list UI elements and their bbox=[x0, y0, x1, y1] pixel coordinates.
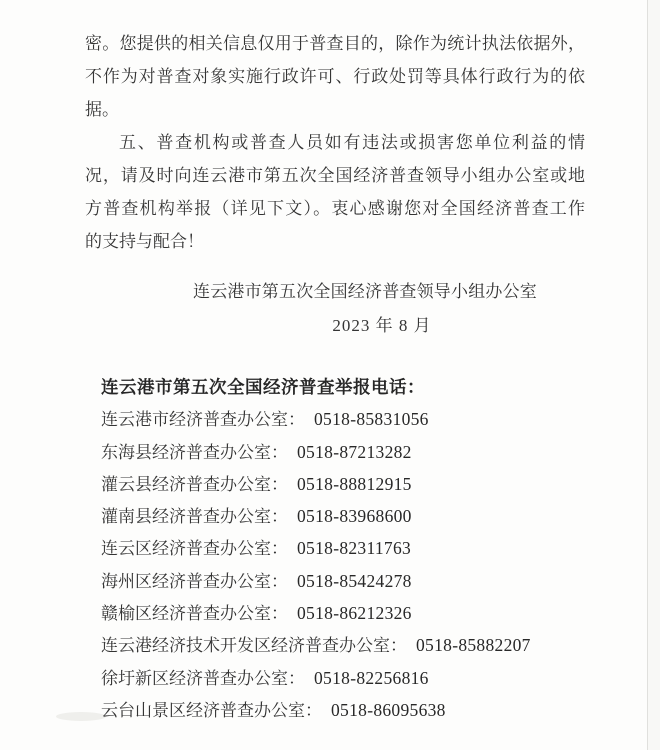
hotline-row bbox=[101, 436, 531, 468]
scan-smudge bbox=[56, 712, 106, 721]
paragraph-line: 方普查机构举报（详见下文）。衷心感谢您对全国经济普查工作 bbox=[85, 199, 585, 218]
hotline-phone: 0518-87213282 bbox=[297, 441, 412, 462]
hotline-office: 东海县经济普查办公室： bbox=[101, 442, 288, 462]
hotline-office: 连云港经济技术开发区经济普查办公室： bbox=[101, 636, 407, 656]
paragraph-line: 况，请及时向连云港市第五次全国经济普查领导小组办公室或地 bbox=[85, 166, 585, 185]
hotline-office: 灌云县经济普查办公室： bbox=[101, 474, 288, 494]
body-text bbox=[85, 27, 585, 258]
hotline-list bbox=[101, 371, 531, 726]
hotline-office: 连云区经济普查办公室： bbox=[101, 539, 288, 559]
hotline-row bbox=[101, 629, 531, 661]
hotline-office: 海州区经济普查办公室： bbox=[101, 571, 288, 591]
hotline-phone: 0518-88812915 bbox=[297, 473, 412, 494]
hotline-row bbox=[101, 597, 531, 629]
paragraph-line: 密。您提供的相关信息仅用于普查目的，除作为统计执法依据外， bbox=[85, 34, 585, 53]
hotline-phone: 0518-86095638 bbox=[331, 699, 446, 720]
hotline-phone: 0518-85831056 bbox=[314, 409, 429, 430]
hotline-row bbox=[101, 403, 531, 435]
paragraph-line: 据。 bbox=[85, 100, 119, 119]
hotline-office: 赣榆区经济普查办公室： bbox=[101, 604, 288, 624]
hotline-office: 灌南县经济普查办公室： bbox=[101, 507, 288, 527]
hotline-phone: 0518-82311763 bbox=[297, 538, 412, 559]
hotline-row bbox=[101, 468, 531, 500]
hotline-row bbox=[101, 532, 531, 564]
scan-edge-strip bbox=[648, 0, 660, 750]
signature-block bbox=[187, 283, 543, 334]
signature-org: 连云港市第五次全国经济普查领导小组办公室 bbox=[193, 282, 537, 301]
hotline-office: 云台山景区经济普查办公室： bbox=[101, 700, 322, 720]
hotline-phone: 0518-85882207 bbox=[416, 635, 531, 656]
hotline-row bbox=[101, 694, 531, 726]
hotline-phone: 0518-83968600 bbox=[297, 506, 412, 527]
hotline-heading: 连云港市第五次全国经济普查举报电话： bbox=[101, 377, 425, 397]
hotline-phone: 0518-82256816 bbox=[314, 667, 429, 688]
signature-date: 2023 年 8 月 bbox=[332, 316, 432, 335]
hotline-row bbox=[101, 565, 531, 597]
scan-edge-line bbox=[647, 0, 648, 750]
hotline-office: 连云港市经济普查办公室： bbox=[101, 410, 305, 430]
paragraph-line: 的支持与配合！ bbox=[85, 232, 204, 251]
hotline-row bbox=[101, 662, 531, 694]
hotline-row bbox=[101, 500, 531, 532]
paragraph-line: 五、普查机构或普查人员如有违法或损害您单位利益的情 bbox=[119, 133, 585, 152]
hotline-phone: 0518-86212326 bbox=[297, 603, 412, 624]
hotline-office: 徐圩新区经济普查办公室： bbox=[101, 668, 305, 688]
paragraph-line: 不作为对普查对象实施行政许可、行政处罚等具体行政行为的依 bbox=[85, 67, 585, 86]
hotline-phone: 0518-85424278 bbox=[297, 570, 412, 591]
